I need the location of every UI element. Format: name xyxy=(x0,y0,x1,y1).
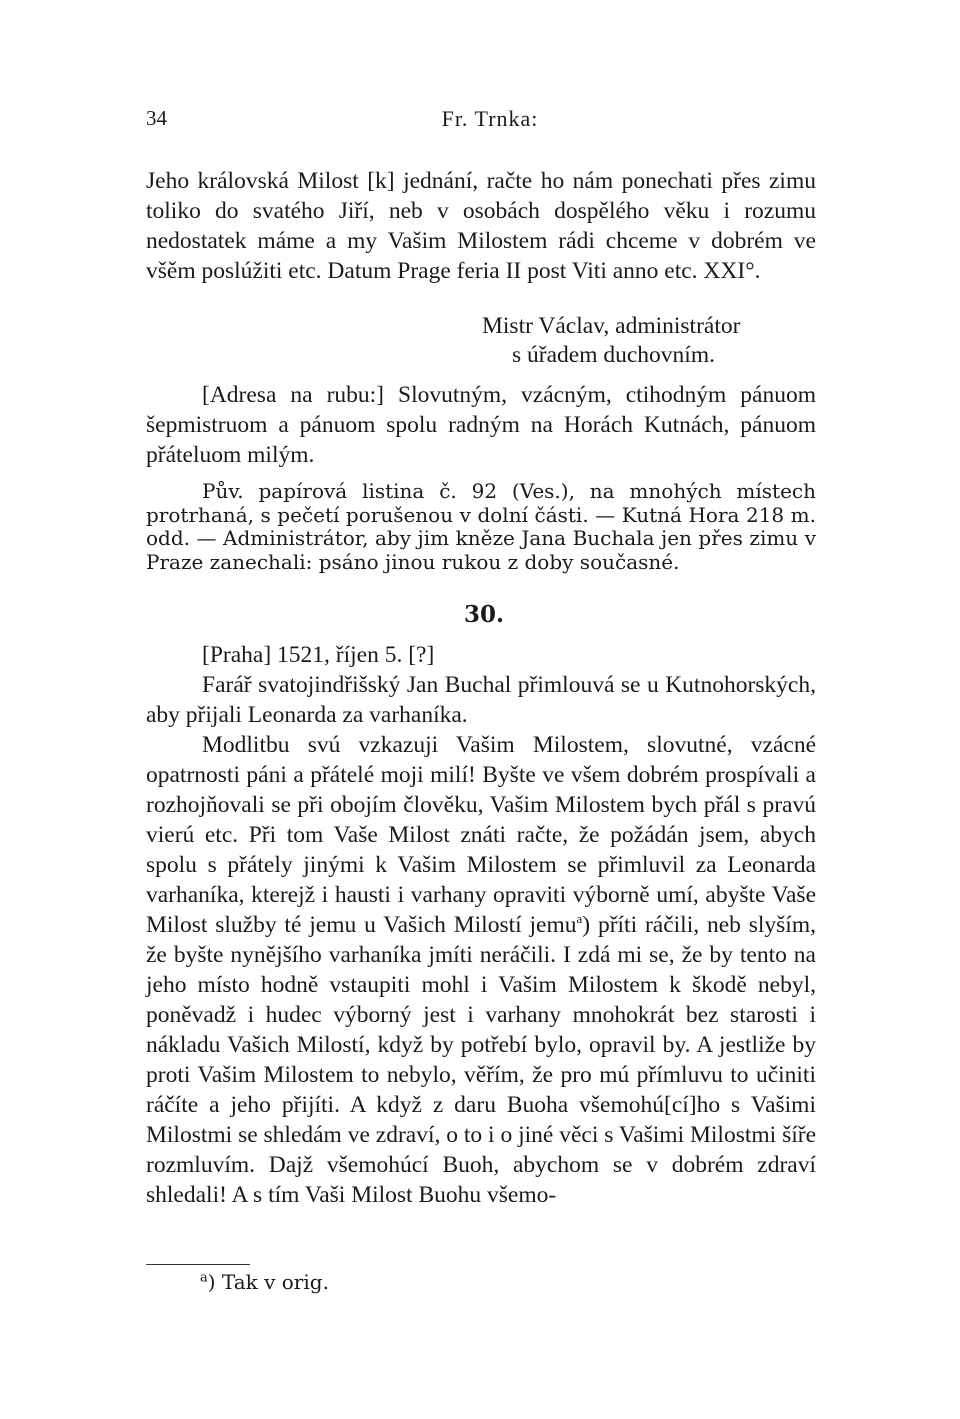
running-head: Fr. Trnka: xyxy=(441,106,539,131)
page-number: 34 xyxy=(146,106,167,130)
footnote xyxy=(200,1270,329,1294)
letter-29-body: Jeho královská Milost [k] jednání, račte ho nám ponechati přes zimu toliko do svatého Jiří, neb v osobách dospělého věku i rozumu nedostatek máme a my Vašim Milostem rádi chceme v dobrém ve všěm poslúžiti etc. Datum Prage feria II post Viti anno etc. XXI°. xyxy=(146,168,816,284)
document-number: 30. xyxy=(464,601,505,628)
archival-note: Pův. papírová listina č. 92 (Ves.), na mnohých místech protrhaná, s pečetí porušenou v dolní části. — Kutná Hora 218 m. odd. — Administrátor, aby jim kněze Jana Buchala jen přes zimu v Praze zanechali: psáno jinou rukou z doby současné. xyxy=(146,479,816,574)
signature-line-2: s úřadem duchovním. xyxy=(512,342,715,368)
address-block xyxy=(146,380,816,470)
page-header xyxy=(146,106,816,136)
letter-29-body-block xyxy=(146,166,816,286)
signature-line-1: Mistr Václav, administrátor xyxy=(482,313,741,339)
footnote-marker: a xyxy=(200,1270,208,1286)
letter-30-body xyxy=(146,730,816,1210)
letter-30-summary-block xyxy=(146,670,816,730)
letter-30-body-part1: Modlitbu svú vzkazuji Vašim Milostem, slovutné, vzácné opatrnosti páni a přátelé moji milí! Byšte ve všem dobrém prospívali a rozhojňovali se při obojím člověku, Vašim Milostem bych přál s pravú vierú etc. Při tom Vaše Milost znáti račte, že požádán jsem, abych spolu s přátely jinými k Vašim Milostem se přimluvil za Leonarda varhaníka, kterejž i hausti i varhany opraviti výborně umí, abyšte Vaše Milost služby té jemu u Vašich Milostí jemu xyxy=(146,732,816,938)
letter-30-body-block xyxy=(146,730,816,1210)
address-text: [Adresa na rubu:] Slovutným, vzácným, ctihodným pánuom šepmistruom a pánuom spolu radným na Horách Kutnách, pánuom přáteluom milým. xyxy=(146,382,816,468)
letter-30-date-block xyxy=(146,640,816,670)
footnote-rule xyxy=(146,1264,250,1265)
letter-30-date: [Praha] 1521, říjen 5. [?] xyxy=(202,642,435,668)
letter-30-summary: Farář svatojindřišský Jan Buchal přimlouvá se u Kutnohorských, aby přijali Leonarda za varhaníka. xyxy=(146,672,816,728)
footnote-reference: a xyxy=(576,911,583,927)
footnote-text: ) Tak v orig. xyxy=(207,1270,329,1294)
archival-note-block xyxy=(146,480,816,574)
letter-30-body-part2: ) příti ráčili, neb slyším, že byšte nynějšího varhaníka jmíti neráčili. I zdá mi se, že by tento na jeho místo hodně vstaupiti mohl i Vašim Milostem k škodě nebyl, poněvadž i hudec výborný jest i varhany mnohokrát bez starosti i nákladu Vašich Milostí, když by potřebí bylo, opravil by. A jestliže by proti Vašim Milostem to nebylo, věřím, že pro mú přímluvu to učiniti ráčíte a jeho přijíti. A když z daru Buoha všemohú[cí]ho s Vašimi Milostmi se shledám ve zdraví, o to i o jiné věci s Vašimi Milostmi šíře rozmluvím. Dajž všemohúcí Buoh, abychom se v dobrém zdraví shledali! A s tím Vaši Milost Buohu všemo- xyxy=(146,912,816,1208)
